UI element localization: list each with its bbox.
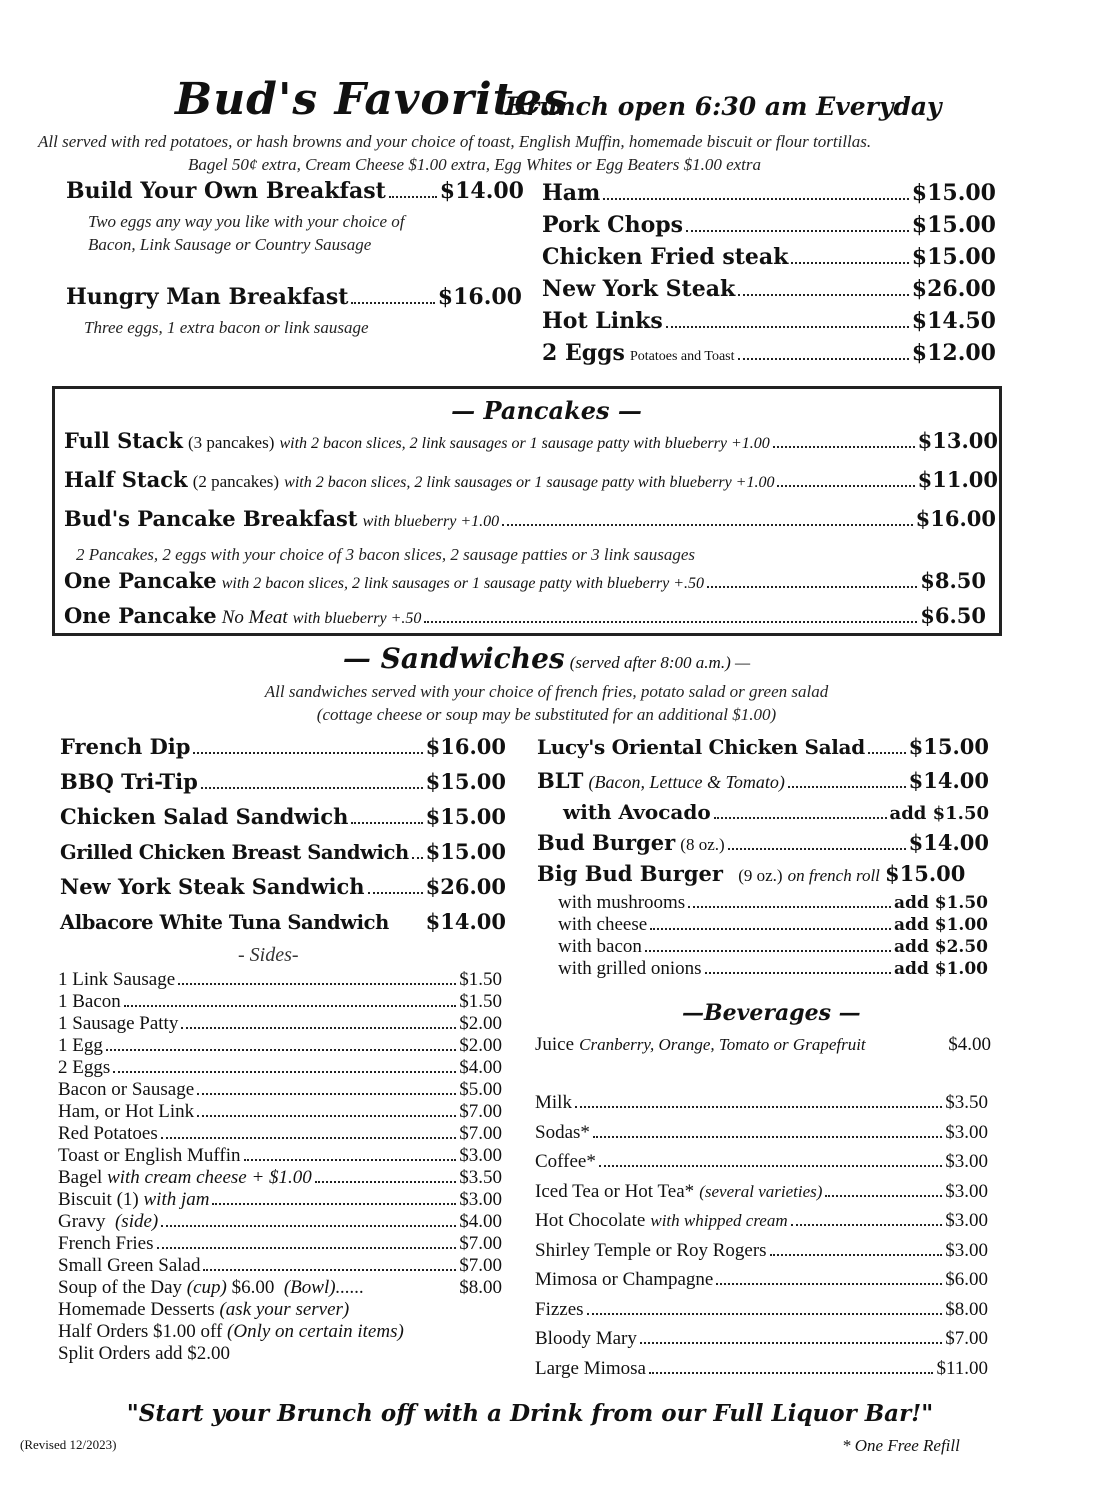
item-desc: (side) — [114, 1211, 159, 1232]
item-price: $5.00 — [459, 1079, 502, 1100]
item-count: (2 pancakes) — [192, 472, 280, 491]
breakfast-plates-list — [542, 180, 996, 372]
item-price: $16.00 — [437, 284, 522, 310]
item-price: $7.00 — [459, 1123, 502, 1144]
item-name: with Avocado — [563, 800, 711, 824]
item-price: $11.00 — [936, 1357, 988, 1379]
item-price: $6.50 — [920, 603, 986, 628]
item-name: Bud Burger — [537, 830, 676, 855]
item-price: $26.00 — [425, 874, 506, 899]
item-name: Chicken Salad Sandwich — [60, 804, 349, 829]
side-row — [58, 1233, 502, 1255]
hungry-desc: Three eggs, 1 extra bacon or link sausage — [84, 318, 369, 337]
item-price: $16.00 — [915, 506, 996, 531]
item-price: add $1.50 — [894, 893, 988, 913]
beverage-row — [535, 1181, 988, 1211]
item-name: 1 Link Sausage — [58, 969, 176, 990]
item-price: $3.00 — [945, 1210, 988, 1231]
breakfast-plate-row — [542, 276, 996, 308]
one-pancake — [64, 568, 986, 593]
addon-row — [558, 892, 988, 914]
item-price: $4.00 — [459, 1211, 502, 1232]
sandwich-row — [60, 909, 506, 944]
item-price: $4.00 — [948, 1034, 991, 1055]
item-name: Full Stack — [64, 428, 183, 453]
item-price: $4.00 — [459, 1057, 502, 1078]
item-desc: Cranberry, Orange, Tomato or Grapefruit — [579, 1035, 866, 1054]
burger-addons — [558, 892, 988, 980]
served-with-note: All served with red potatoes, or hash browns and your choice of toast, English Muffin, homemade biscuit or flour tortillas. — [38, 132, 872, 151]
item-price: $12.00 — [911, 340, 996, 366]
item-name: Chicken Fried steak — [542, 244, 789, 270]
sandwich-row — [60, 769, 506, 804]
item-name: Soup of the Day — [58, 1277, 183, 1298]
item-name: Lucy's Oriental Chicken Salad — [537, 735, 865, 759]
item-price: $8.50 — [920, 568, 986, 593]
item-desc-2: on french roll — [787, 866, 880, 885]
item-name: New York Steak — [542, 276, 736, 302]
side-row — [58, 1035, 502, 1057]
addon-row — [558, 958, 988, 980]
side-row — [58, 1057, 502, 1079]
item-price: $3.00 — [945, 1180, 988, 1202]
item-name: Ham, or Hot Link — [58, 1101, 195, 1122]
hungry-man-breakfast — [66, 284, 522, 310]
side-row — [58, 1255, 502, 1277]
item-price: $7.00 — [459, 1233, 502, 1254]
extras-note: Bagel 50¢ extra, Cream Cheese $1.00 extra, Egg Whites or Egg Beaters $1.00 extra — [188, 155, 762, 174]
item-price: $7.00 — [459, 1255, 502, 1276]
item-price: $8.00 — [459, 1277, 502, 1298]
addon-row — [558, 936, 988, 958]
build-your-own-breakfast — [66, 178, 524, 204]
item-name: New York Steak Sandwich — [60, 874, 365, 899]
sandwiches-time: (served after 8:00 a.m.) — — [569, 653, 751, 672]
soup-cup-price: $6.00 — [231, 1277, 275, 1298]
item-count: (3 pancakes) — [187, 433, 275, 452]
addon-row — [558, 914, 988, 936]
item-name: Sodas* — [535, 1121, 590, 1143]
beverage-row — [535, 1151, 988, 1181]
sandwich-row — [60, 839, 506, 874]
item-name: Ham — [542, 180, 601, 206]
item-name: Red Potatoes — [58, 1123, 158, 1144]
soup-bowl: (Bowl)...... — [283, 1277, 365, 1298]
beverages-heading: —Beverages — — [682, 1000, 861, 1026]
item-desc: (ask your server) — [219, 1299, 350, 1320]
side-row — [58, 1123, 502, 1145]
item-name: Half Stack — [64, 467, 188, 492]
item-name: Mimosa or Champagne — [535, 1269, 714, 1290]
beverage-row — [535, 1328, 988, 1358]
item-price: $8.00 — [945, 1298, 988, 1320]
item-price: $15.00 — [425, 804, 506, 829]
item-name: French Fries — [58, 1233, 154, 1254]
beverage-row — [535, 1269, 988, 1299]
item-name: 2 Eggs — [58, 1057, 111, 1078]
item-price: $7.00 — [459, 1101, 502, 1122]
buds-pancake-breakfast — [64, 506, 996, 531]
breakfast-plate-row — [542, 180, 996, 212]
sandwich-list-left — [60, 734, 506, 944]
item-name: One Pancake — [64, 603, 217, 628]
item-name: Coffee* — [535, 1151, 596, 1172]
item-desc: (Bacon, Lettuce & Tomato) — [588, 772, 785, 792]
refill-note: * One Free Refill — [842, 1436, 960, 1455]
lucy-salad — [537, 734, 989, 768]
beverages-list — [535, 1092, 988, 1387]
item-price: $15.00 — [911, 180, 996, 206]
item-name: Bacon or Sausage — [58, 1079, 195, 1100]
item-price: $13.00 — [917, 428, 998, 453]
menu-title: Bud's Favorites — [175, 74, 569, 125]
item-name: BLT — [537, 768, 584, 793]
item-desc: with jam — [143, 1189, 210, 1210]
item-price: $3.00 — [945, 1121, 988, 1143]
item-price: $26.00 — [911, 276, 996, 302]
big-bud-burger — [537, 861, 989, 891]
buds-pancake-note: 2 Pancakes, 2 eggs with your choice of 3 bacon slices, 2 sausage patties or 3 link sausages — [76, 545, 695, 564]
side-row — [58, 1101, 502, 1123]
one-pancake-no-meat — [64, 603, 986, 629]
item-price: $3.00 — [459, 1145, 502, 1166]
bar-slogan: "Start your Brunch off with a Drink from our Full Liquor Bar!" — [126, 1400, 934, 1427]
item-name: Grilled Chicken Breast Sandwich — [60, 841, 409, 864]
item-name: 1 Sausage Patty — [58, 1013, 179, 1034]
item-extra: Potatoes and Toast — [629, 349, 735, 364]
item-name: with grilled onions — [558, 958, 702, 979]
brunch-hours: Brunch open 6:30 am Everyday — [505, 92, 942, 121]
side-row — [58, 1167, 502, 1189]
item-name: Hungry Man Breakfast — [66, 284, 349, 310]
soup-row — [58, 1277, 502, 1299]
beverage-row — [535, 1122, 988, 1152]
item-desc: with whipped cream — [650, 1211, 788, 1230]
item-name: with bacon — [558, 936, 642, 957]
item-price: $15.00 — [425, 839, 506, 864]
beverage-row — [535, 1240, 988, 1270]
item-name: Bagel — [58, 1167, 103, 1188]
item-price: $3.50 — [945, 1092, 988, 1113]
soup-cup: (cup) — [186, 1277, 227, 1298]
sandwich-note-1: All sandwiches served with your choice of french fries, potato salad or green salad — [264, 682, 829, 701]
bud-burger — [537, 830, 989, 861]
item-desc: with 2 bacon slices, 2 link sausages or 1 sausage patty with blueberry +.50 — [221, 575, 705, 592]
side-row — [58, 1189, 502, 1211]
item-price: $3.00 — [945, 1151, 988, 1172]
sandwiches-heading — [0, 642, 1093, 675]
item-price: $15.00 — [911, 244, 996, 270]
item-price: add $1.00 — [894, 915, 988, 935]
sandwich-row — [60, 734, 506, 769]
sandwich-row — [60, 804, 506, 839]
build-desc-2: Bacon, Link Sausage or Country Sausage — [88, 235, 372, 254]
item-price: $7.00 — [945, 1328, 988, 1349]
item-desc: with cream cheese + $1.00 — [107, 1167, 312, 1188]
item-price: $1.50 — [459, 969, 502, 990]
sandwiches-title: — Sandwiches — [342, 642, 565, 675]
item-price: $15.00 — [908, 734, 989, 759]
side-row — [58, 1013, 502, 1035]
item-price: $14.00 — [908, 830, 989, 855]
item-name: with mushrooms — [558, 892, 686, 913]
item-name: Bud's Pancake Breakfast — [64, 506, 358, 531]
item-price: $14.50 — [911, 308, 996, 334]
side-row — [58, 969, 502, 991]
side-row — [58, 1145, 502, 1167]
item-name: Pork Chops — [542, 212, 684, 238]
item-name: 1 Bacon — [58, 991, 121, 1012]
item-name: Bloody Mary — [535, 1328, 637, 1349]
item-desc: (9 oz.) — [738, 866, 783, 885]
item-price: $3.50 — [459, 1167, 502, 1188]
item-desc: with 2 bacon slices, 2 link sausages or 1 sausage patty with blueberry +1.00 — [279, 435, 770, 452]
sides-list — [58, 969, 502, 1365]
item-price: $15.00 — [885, 861, 966, 886]
breakfast-plate-row — [542, 212, 996, 244]
item-name: Shirley Temple or Roy Rogers — [535, 1239, 767, 1261]
breakfast-plate-row — [542, 340, 996, 372]
item-name: Juice — [535, 1034, 575, 1055]
item-price: $15.00 — [911, 212, 996, 238]
side-row — [58, 991, 502, 1013]
breakfast-plate-row — [542, 244, 996, 276]
item-desc: with blueberry +1.00 — [362, 513, 500, 530]
item-price: add $1.00 — [894, 959, 988, 979]
item-name: Albacore White Tuna Sandwich — [60, 911, 389, 934]
item-name: Hot Chocolate — [535, 1210, 646, 1231]
sandwich-note-2: (cottage cheese or soup may be substituted for an additional $1.00) — [316, 705, 777, 724]
item-name: Fizzes — [535, 1298, 584, 1320]
item-price: $1.50 — [459, 991, 502, 1012]
item-name: Hot Links — [542, 308, 663, 334]
item-price: $14.00 — [439, 178, 524, 204]
breakfast-plate-row — [542, 308, 996, 340]
item-price: $2.00 — [459, 1013, 502, 1034]
item-name: Iced Tea or Hot Tea* — [535, 1180, 695, 1202]
item-price: add $1.50 — [889, 803, 989, 824]
item-price: $3.00 — [945, 1239, 988, 1261]
item-price: add $2.50 — [894, 937, 988, 957]
split-orders-row: Split Orders add $2.00 — [58, 1343, 231, 1364]
item-name: 2 Eggs — [542, 340, 625, 366]
item-name: with cheese — [558, 914, 648, 935]
item-name: Big Bud Burger — [537, 861, 723, 886]
item-desc: (Only on certain items) — [227, 1321, 404, 1342]
item-sub: No Meat — [221, 607, 288, 628]
pancakes-heading: — Pancakes — — [451, 396, 642, 425]
item-name: Small Green Salad — [58, 1255, 201, 1276]
item-price: $15.00 — [425, 769, 506, 794]
item-name: Toast or English Muffin — [58, 1145, 241, 1166]
item-name: BBQ Tri-Tip — [60, 769, 198, 794]
revised-date: (Revised 12/2023) — [20, 1437, 117, 1452]
item-price: $2.00 — [459, 1035, 502, 1056]
half-stack — [64, 467, 998, 492]
item-price: $14.00 — [425, 909, 506, 934]
item-name: 1 Egg — [58, 1035, 103, 1056]
sandwich-list-right — [537, 734, 989, 891]
item-desc: with 2 bacon slices, 2 link sausages or 1 sausage patty with blueberry +1.00 — [284, 474, 775, 491]
item-desc: with blueberry +.50 — [292, 610, 422, 627]
side-row — [58, 1079, 502, 1101]
item-desc: (several varieties) — [699, 1181, 823, 1201]
item-name: French Dip — [60, 734, 191, 759]
item-name: Gravy — [58, 1211, 106, 1232]
sandwich-row — [60, 874, 506, 909]
full-stack — [64, 428, 998, 453]
item-name: Build Your Own Breakfast — [66, 178, 386, 204]
side-row — [58, 1211, 502, 1233]
item-name: Large Mimosa — [535, 1357, 646, 1379]
beverage-row — [535, 1299, 988, 1329]
item-price: $16.00 — [425, 734, 506, 759]
beverage-row — [535, 1358, 988, 1388]
item-name: Biscuit (1) — [58, 1189, 139, 1210]
half-orders-row — [58, 1321, 502, 1343]
desserts-row — [58, 1299, 502, 1321]
item-price: $14.00 — [908, 768, 989, 793]
item-price: $11.00 — [917, 467, 998, 492]
item-price: $6.00 — [945, 1269, 988, 1290]
item-name: Homemade Desserts — [58, 1299, 215, 1320]
item-price: $3.00 — [459, 1189, 502, 1210]
build-desc-1: Two eggs any way you like with your choice of — [88, 212, 405, 231]
beverage-row — [535, 1210, 988, 1240]
item-name: Milk — [535, 1092, 572, 1113]
item-desc: (8 oz.) — [680, 835, 725, 854]
item-name: One Pancake — [64, 568, 217, 593]
with-avocado — [537, 800, 989, 830]
blt — [537, 768, 989, 800]
item-name: Half Orders $1.00 off — [58, 1321, 223, 1342]
juice-row — [535, 1034, 991, 1056]
sides-heading: - Sides- — [238, 944, 299, 966]
beverage-row — [535, 1092, 988, 1122]
